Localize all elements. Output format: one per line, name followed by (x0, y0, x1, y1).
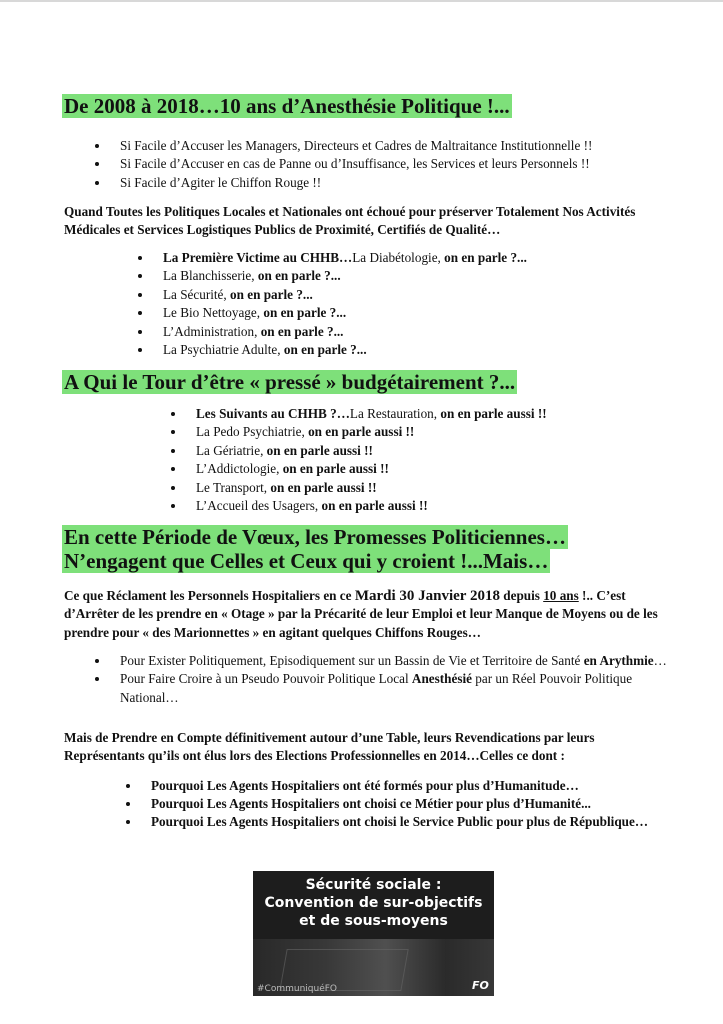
list-item: • Pourquoi Les Agents Hospitaliers ont choisi ce Métier pour plus d’Humanité... (141, 795, 681, 813)
list-item: • Le Transport, on en parle aussi !! (186, 479, 706, 497)
fo-logo-icon: FO (472, 979, 489, 992)
list-item: • Les Suivants au CHHB ?…La Restauration, on en parle aussi !! (186, 405, 706, 423)
paragraph-revendications: Mais de Prendre en Compte définitivement autour d’une Table, leurs Revendications par leurs Représentants qu’ils ont élus lors des Elections Professionnelles en 2014…Celles ce dont : (64, 730, 595, 764)
list-item: • Pourquoi Les Agents Hospitaliers ont choisi le Service Public pour plus de République… (141, 813, 681, 831)
list-item: • La Psychiatrie Adulte, on en parle ?... (153, 341, 673, 359)
list-item: • La Gériatrie, on en parle aussi !! (186, 442, 706, 460)
list-item: • Le Bio Nettoyage, on en parle ?... (153, 304, 673, 322)
list-item: • L’Accueil des Usagers, on en parle aussi !! (186, 497, 706, 515)
list-item: • Pour Exister Politiquement, Episodiquement sur un Bassin de Vie et Territoire de Santé en Arythmie… (110, 652, 690, 670)
list-item: • Pour Faire Croire à un Pseudo Pouvoir Politique Local Anesthésié par un Réel Pouvoir Politique National… (110, 670, 690, 707)
banner-title-line1: Sécurité sociale : (305, 877, 442, 893)
list-item: • La Première Victime au CHHB…La Diabétologie, on en parle ?... (153, 249, 673, 267)
list-services-suivants (168, 405, 706, 515)
list-pourquoi (123, 777, 681, 831)
list-item: • L’Administration, on en parle ?... (153, 323, 673, 341)
top-rule (0, 0, 723, 2)
list-item: • Si Facile d’Agiter le Chiffon Rouge !! (110, 174, 720, 192)
banner-title-line2: Convention de sur-objectifs (264, 895, 483, 911)
list-item: • La Blanchisserie, on en parle ?... (153, 267, 673, 285)
list-item: • L’Addictologie, on en parle aussi !! (186, 460, 706, 478)
list-item: • Pourquoi Les Agents Hospitaliers ont été formés pour plus d’Humanitude… (141, 777, 681, 795)
heading-voeux: En cette Période de Vœux, les Promesses Politiciennes… N’engagent que Celles et Ceux qui y croient !...Mais… (64, 525, 566, 573)
list-item: • La Sécurité, on en parle ?... (153, 286, 673, 304)
paragraph-reclament: Ce que Réclament les Personnels Hospitaliers en ce Mardi 30 Janvier 2018 depuis 10 ans !.. C’est d’Arrêter de les prendre en « Otage » par la Précarité de leur Emploi et leur Manque de Moyens ou de les prendre pour « des Marionnettes » en agitant quelques Chiffons Rouges… (64, 588, 658, 640)
securite-sociale-banner (253, 871, 494, 996)
heading-qui-le-tour: A Qui le Tour d’être « pressé » budgétairement ?... (64, 370, 516, 394)
list-pour (92, 652, 690, 707)
banner-title-line3: et de sous-moyens (299, 913, 448, 929)
paragraph-politiques: Quand Toutes les Politiques Locales et Nationales ont échoué pour préserver Totalement Nos Activités Médicales et Services Logistiques Publics de Proximité, Certifiés de Qualité… (64, 204, 636, 238)
heading-anesthesie: De 2008 à 2018…10 ans d’Anesthésie Politique !... (64, 94, 510, 118)
list-item: • Si Facile d’Accuser en cas de Panne ou d’Insuffisance, les Services et leurs Personnels !! (110, 155, 720, 173)
list-item: • Si Facile d’Accuser les Managers, Directeurs et Cadres de Maltraitance Institutionnelle !! (110, 137, 720, 155)
list-services-victimes (135, 249, 673, 359)
list-accusations (92, 137, 720, 192)
list-item: • La Pedo Psychiatrie, on en parle aussi !! (186, 423, 706, 441)
banner-hashtag: #CommuniquéFO (257, 984, 337, 994)
